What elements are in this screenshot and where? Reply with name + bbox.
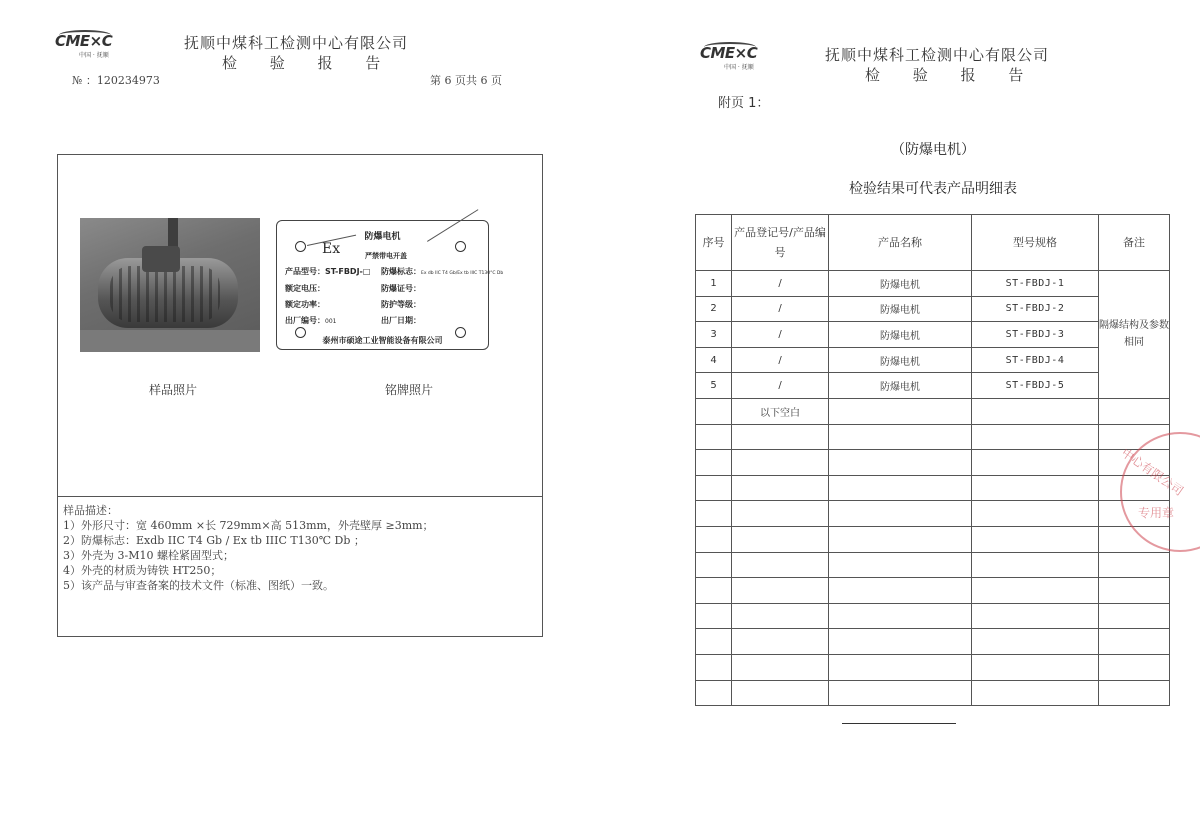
blank-cell — [732, 475, 829, 501]
blank-cell — [829, 680, 972, 706]
appendix-label: 附页 1： — [718, 96, 770, 111]
nameplate-explosion-label: 防爆标志： — [381, 267, 421, 276]
cell-model-spec: ST-FBDJ-1 — [972, 271, 1099, 297]
blank-cell — [696, 450, 732, 476]
nameplate-model-value: ST-FBDJ-□ — [325, 267, 371, 276]
blank-cell — [696, 680, 732, 706]
blank-cell — [732, 501, 829, 527]
nameplate-ex-mark: Ex — [322, 241, 341, 257]
sample-box — [57, 154, 543, 637]
table-header-row — [696, 215, 1170, 271]
product-type-title: （防爆电机） — [891, 142, 975, 158]
cmec-logo — [55, 30, 125, 64]
blank-cell — [829, 501, 972, 527]
blank-table-row — [696, 526, 1170, 552]
blank-cell — [972, 424, 1099, 450]
blank-cell — [696, 424, 732, 450]
blank-cell — [829, 578, 972, 604]
blank-cell — [696, 603, 732, 629]
blank-cell — [829, 552, 972, 578]
description-item: 3）外壳为 3-M10 螺栓紧固型式； — [63, 549, 234, 562]
description-item: 4）外壳的材质为铸铁 HT250； — [63, 564, 222, 577]
nameplate-photo — [276, 220, 504, 350]
blank-cell — [696, 629, 732, 655]
description-item: 5）该产品与审查备案的技术文件（标准、图纸）一致。 — [63, 579, 334, 592]
blank-cell — [732, 603, 829, 629]
cell-model-spec: ST-FBDJ-4 — [972, 347, 1099, 373]
blank-cell — [972, 552, 1099, 578]
blank-cell — [696, 552, 732, 578]
blank-cell — [972, 680, 1099, 706]
logo-mark: CME×C — [55, 32, 113, 50]
cell-remark: 隔爆结构及参数相同 — [1099, 271, 1170, 399]
company-name: 抚顺中煤科工检测中心有限公司 — [184, 34, 409, 52]
logo-subtitle: 中国 · 抚顺 — [79, 52, 109, 59]
blank-table-row — [696, 450, 1170, 476]
header-remark: 备注 — [1099, 215, 1170, 271]
header-product-name: 产品名称 — [829, 215, 972, 271]
report-title: 检 验 报 告 — [222, 54, 395, 72]
header-model-spec: 型号规格 — [972, 215, 1099, 271]
mounting-hole-icon — [295, 241, 306, 252]
blank-cell — [732, 629, 829, 655]
company-name: 抚顺中煤科工检测中心有限公司 — [825, 46, 1050, 64]
blank-cell — [829, 526, 972, 552]
detail-table-title: 检验结果可代表产品明细表 — [849, 181, 1017, 197]
cell-product-name: 防爆电机 — [829, 296, 972, 322]
cmec-logo — [700, 42, 770, 76]
nameplate-serial-label: 出厂编号： — [285, 316, 325, 325]
description-item: 1）外形尺寸：宽 460mm ×长 729mm×高 513mm，外壳壁厚 ≥3mm； — [63, 519, 434, 532]
cell-model-spec: ST-FBDJ-2 — [972, 296, 1099, 322]
table-row — [696, 271, 1170, 297]
nameplate-photo-caption: 铭牌照片 — [385, 383, 434, 397]
bottom-rule — [842, 723, 956, 724]
cell-registration-no: / — [732, 347, 829, 373]
nameplate-explosion-mark — [381, 266, 503, 277]
blank-cell — [1099, 654, 1170, 680]
blank-cell — [829, 450, 972, 476]
blank-cell — [696, 501, 732, 527]
blank-cell — [972, 475, 1099, 501]
nameplate-serial-value: 001 — [325, 318, 337, 325]
blank-cell — [829, 475, 972, 501]
nameplate-model-label: 产品型号： — [285, 267, 325, 276]
blank-table-row — [696, 603, 1170, 629]
end-note: 以下空白 — [732, 398, 829, 424]
cell-product-name: 防爆电机 — [829, 271, 972, 297]
report-title: 检 验 报 告 — [865, 66, 1038, 84]
blank-cell — [732, 654, 829, 680]
nameplate-rated-voltage: 额定电压： — [285, 284, 325, 293]
mounting-hole-icon — [455, 241, 466, 252]
page-info: 第 6 页共 6 页 — [430, 74, 502, 87]
cell-model-spec: ST-FBDJ-3 — [972, 322, 1099, 348]
logo-mark: CME×C — [700, 44, 758, 62]
cell-registration-no: / — [732, 271, 829, 297]
appendix-page-1 — [600, 0, 1200, 828]
nameplate-protection: 防护等级： — [381, 300, 421, 309]
table-row-end-note — [696, 398, 1170, 424]
blank-cell — [829, 629, 972, 655]
section-divider — [58, 496, 542, 497]
cell-product-name: 防爆电机 — [829, 347, 972, 373]
blank-cell — [972, 654, 1099, 680]
blank-table-row — [696, 578, 1170, 604]
table-row — [696, 347, 1170, 373]
blank-cell — [732, 578, 829, 604]
cell-product-name: 防爆电机 — [829, 322, 972, 348]
sample-photo-caption: 样品照片 — [149, 383, 198, 397]
blank-cell — [732, 680, 829, 706]
blank-cell — [1099, 629, 1170, 655]
blank-cell — [732, 424, 829, 450]
report-number: № ：120234973 — [72, 74, 160, 87]
product-detail-table — [695, 214, 1170, 706]
cell-registration-no: / — [732, 322, 829, 348]
blank-cell — [1099, 680, 1170, 706]
blank-table-row — [696, 680, 1170, 706]
blank-table-row — [696, 475, 1170, 501]
nameplate-warning: 严禁带电开盖 — [365, 252, 407, 260]
cell-registration-no: / — [732, 373, 829, 399]
blank-cell — [696, 526, 732, 552]
blank-cell — [972, 501, 1099, 527]
blank-rows — [696, 424, 1170, 706]
blank-cell — [829, 603, 972, 629]
cell-index: 5 — [696, 373, 732, 399]
cell-index: 4 — [696, 347, 732, 373]
blank-cell — [972, 578, 1099, 604]
sample-description — [63, 503, 434, 593]
blank-cell — [972, 603, 1099, 629]
official-seal — [1120, 432, 1192, 552]
blank-cell — [972, 526, 1099, 552]
cell-model-spec: ST-FBDJ-5 — [972, 373, 1099, 399]
nameplate-title: 防爆电机 — [364, 232, 401, 242]
seal-text-top: 中心有限公司 — [1118, 445, 1186, 499]
sample-photo — [80, 218, 260, 352]
nameplate-cert: 防爆证号： — [381, 284, 421, 293]
blank-cell — [1099, 578, 1170, 604]
cell-product-name: 防爆电机 — [829, 373, 972, 399]
nameplate-maker: 泰州市硕途工业智能设备有限公司 — [322, 336, 443, 345]
blank-table-row — [696, 424, 1170, 450]
blank-cell — [732, 552, 829, 578]
cell-index: 3 — [696, 322, 732, 348]
nameplate-serial — [285, 315, 336, 326]
logo-subtitle: 中国 · 抚顺 — [724, 64, 754, 71]
blank-cell — [829, 424, 972, 450]
blank-table-row — [696, 552, 1170, 578]
blank-cell — [972, 450, 1099, 476]
description-item: 2）防爆标志：Exdb IIC T4 Gb / Ex tb IIIC T130℃ Db ； — [63, 534, 365, 547]
blank-cell — [696, 578, 732, 604]
nameplate-date: 出厂日期： — [381, 316, 421, 325]
blank-cell — [829, 654, 972, 680]
table-row — [696, 373, 1170, 399]
nameplate-model — [285, 266, 370, 277]
nameplate-rated-power: 额定功率： — [285, 300, 325, 309]
blank-cell — [972, 629, 1099, 655]
cell-registration-no: / — [732, 296, 829, 322]
blank-cell — [696, 475, 732, 501]
blank-cell — [732, 450, 829, 476]
blank-table-row — [696, 501, 1170, 527]
blank-cell — [1099, 603, 1170, 629]
description-heading: 样品描述： — [63, 504, 118, 517]
blank-cell — [732, 526, 829, 552]
cell-index: 1 — [696, 271, 732, 297]
nameplate-explosion-value: Ex db IIC T4 Gb/Ex tb IIIC T130°C Db — [421, 271, 504, 276]
blank-table-row — [696, 629, 1170, 655]
blank-cell — [696, 654, 732, 680]
blank-cell — [1099, 552, 1170, 578]
blank-table-row — [696, 654, 1170, 680]
cell-index: 2 — [696, 296, 732, 322]
seal-text-bottom: 专用章 — [1138, 506, 1175, 520]
header-index: 序号 — [696, 215, 732, 271]
header-registration-no: 产品登记号/产品编号 — [732, 215, 829, 271]
